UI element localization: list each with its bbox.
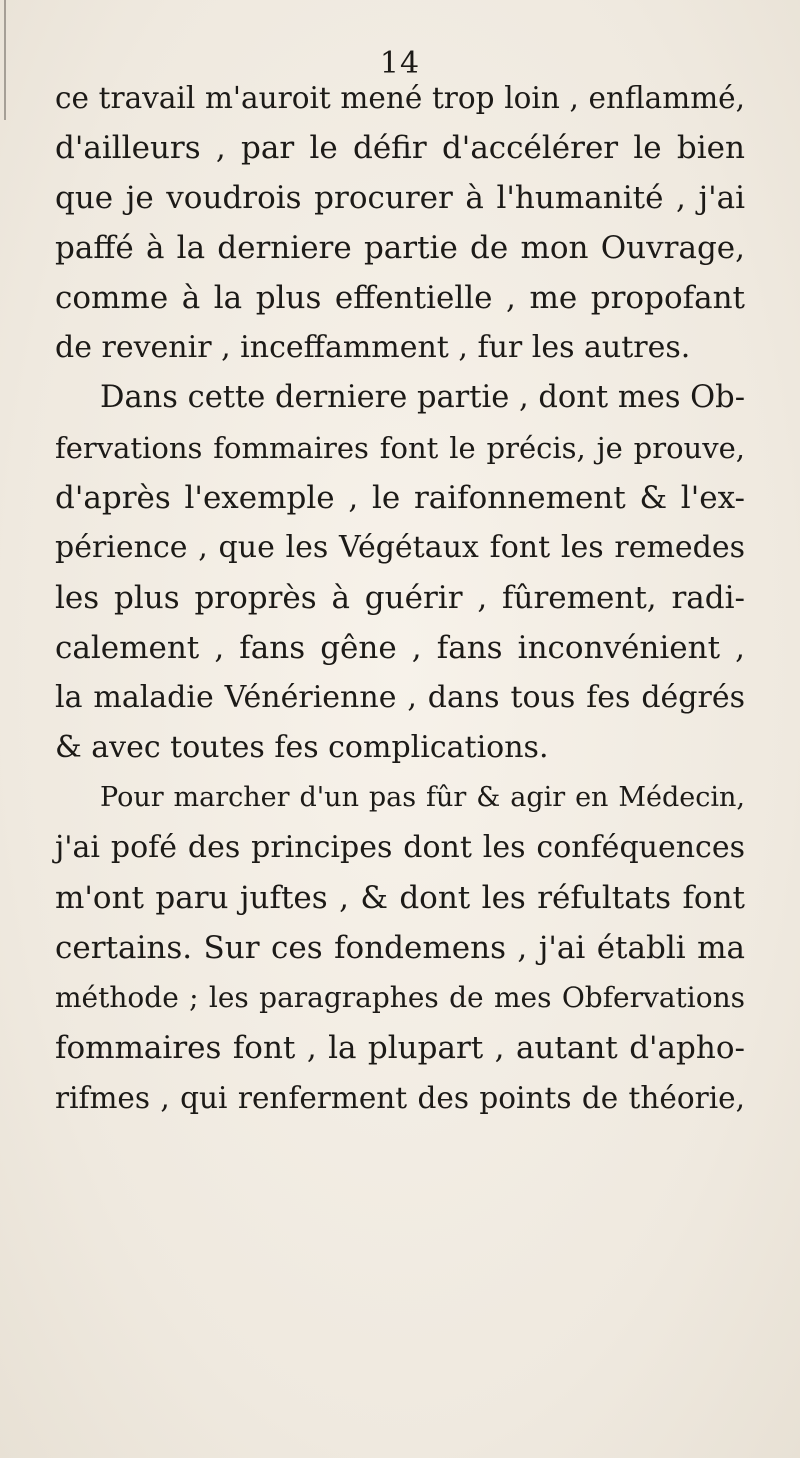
text-line: de revenir , inceffamment , fur les autres. — [55, 330, 691, 365]
text-line: calement , fans gêne , fans inconvénient , — [55, 630, 745, 666]
text-line: ce travail m'auroit mené trop loin , enflammé, — [55, 81, 745, 115]
text-line: que je voudrois procurer à l'humanité , j'ai — [55, 180, 745, 216]
text-line: Pour marcher d'un pas fûr & agir en Médecin, — [100, 782, 745, 813]
text-line: périence , que les Végétaux font les remedes — [55, 530, 745, 565]
text-line: Dans cette derniere partie , dont mes Ob- — [100, 380, 746, 415]
text-line: m'ont paru juftes , & dont les réfultats font — [55, 880, 745, 916]
text-line: & avec toutes fes complications. — [55, 730, 549, 765]
text-line: paffé à la derniere partie de mon Ouvrage, — [55, 230, 745, 266]
text-line: fommaires font , la plupart , autant d'apho- — [55, 1030, 745, 1066]
text-line: rifmes , qui renferment des points de théorie, — [55, 1081, 745, 1115]
text-line: certains. Sur ces fondemens , j'ai établi ma — [55, 930, 745, 966]
text-line: méthode ; les paragraphes de mes Obfervations — [55, 981, 745, 1014]
text-line: j'ai pofé des principes dont les conféquences — [55, 830, 745, 865]
text-line: d'ailleurs , par le défir d'accélérer le bien — [55, 130, 745, 166]
text-line: fervations fommaires font le précis, je prouve, — [55, 431, 745, 465]
text-line: d'après l'exemple , le raifonnement & l'ex- — [55, 480, 745, 516]
text-line: les plus proprès à guérir , fûrement, radi- — [55, 580, 745, 616]
text-line: comme à la plus effentielle , me propofant — [55, 280, 745, 316]
text-line: la maladie Vénérienne , dans tous fes dégrés — [55, 680, 745, 715]
page-number: 14 — [379, 46, 421, 81]
